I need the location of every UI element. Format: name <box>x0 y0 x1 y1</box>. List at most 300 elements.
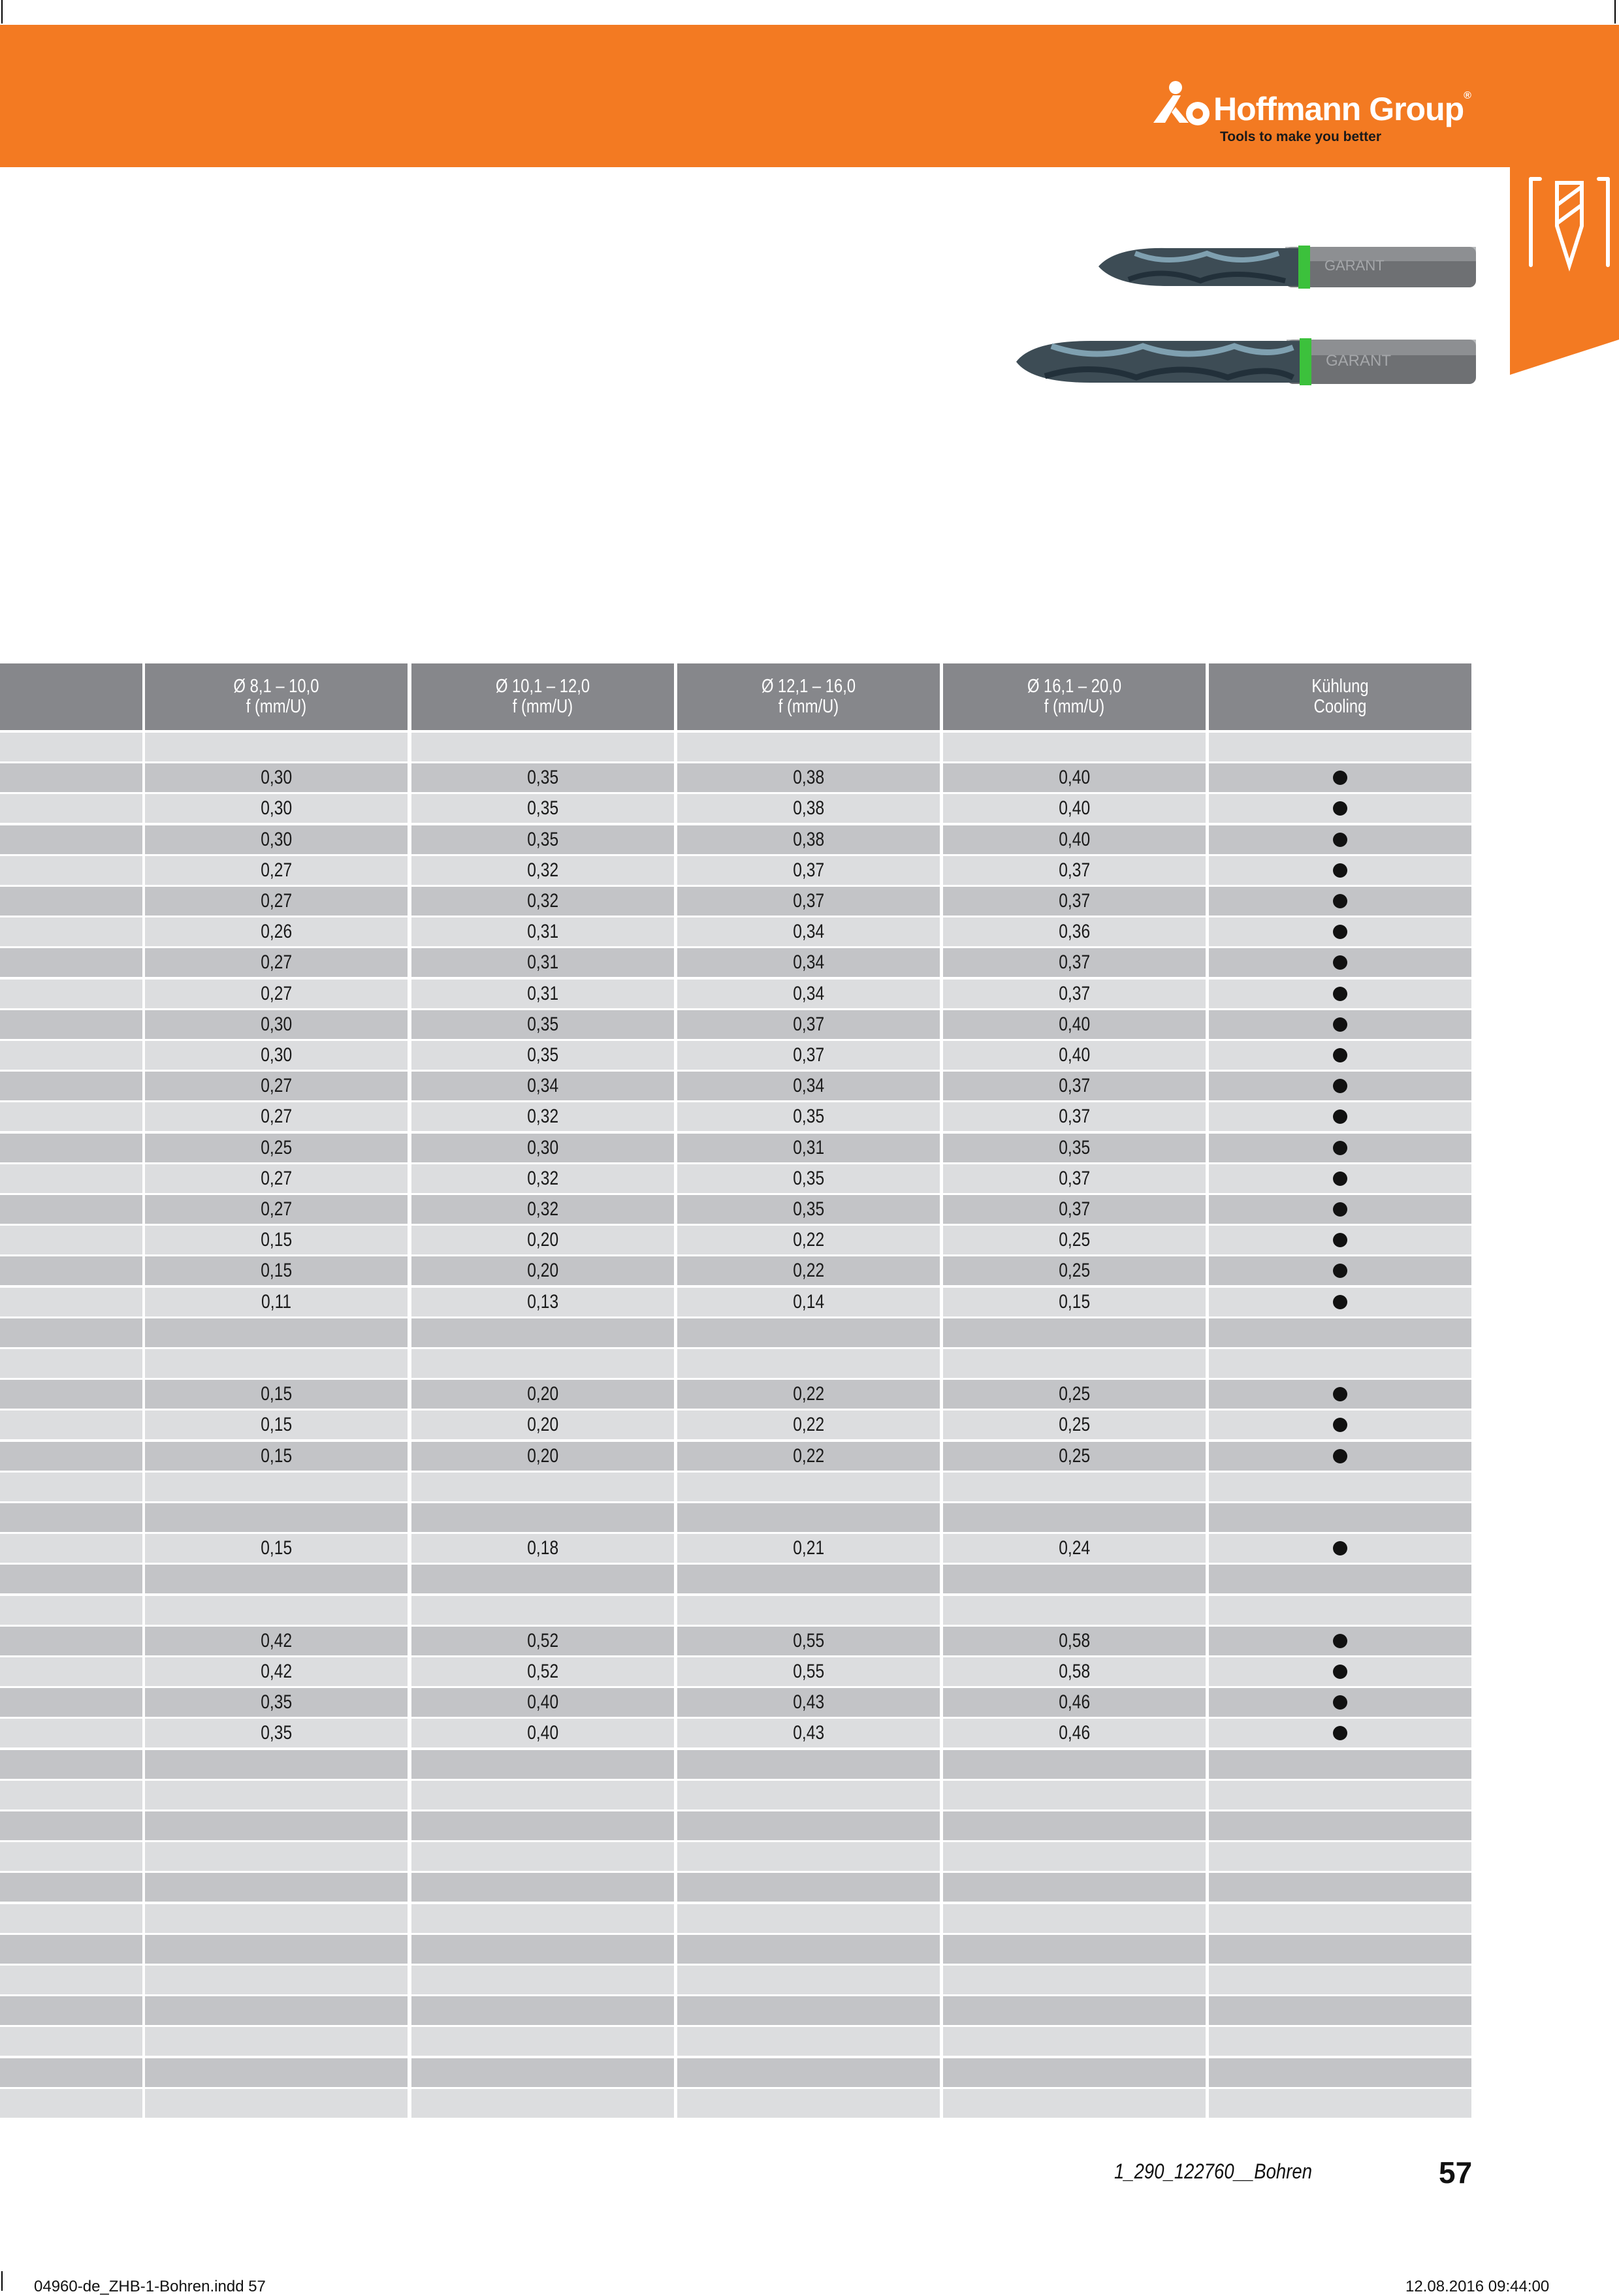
cooling-dot-icon <box>1333 1172 1347 1186</box>
brand-name <box>1213 90 1471 128</box>
table-row <box>0 948 1471 977</box>
table-row <box>0 1534 1471 1563</box>
cooling-cell <box>1209 1657 1471 1686</box>
feed-value: 0,25 <box>1059 1229 1090 1251</box>
feed-value: 0,37 <box>1059 1167 1090 1189</box>
feed-value-cell <box>943 1811 1206 1840</box>
feed-value: 0,55 <box>793 1629 824 1651</box>
feed-value-cell <box>943 2089 1206 2118</box>
table-row <box>0 980 1471 1008</box>
feed-value-cell <box>145 1966 408 1994</box>
feed-value-cell <box>411 1102 674 1131</box>
feed-value-cell <box>677 1565 940 1593</box>
feed-value: 0,20 <box>527 1229 558 1251</box>
feed-value: 0,58 <box>1059 1629 1090 1651</box>
feed-value-cell <box>411 1935 674 1964</box>
table-row <box>0 1688 1471 1717</box>
feed-value-cell <box>943 1935 1206 1964</box>
cooling-cell <box>1209 1996 1471 2025</box>
column-header-line2: Cooling <box>1313 696 1367 717</box>
feed-value: 0,20 <box>527 1260 558 1282</box>
feed-value: 0,34 <box>793 921 824 943</box>
cooling-dot-icon <box>1333 955 1347 970</box>
cooling-cell <box>1209 1627 1471 1655</box>
table-row <box>0 1226 1471 1254</box>
feed-value: 0,35 <box>527 797 558 820</box>
feed-value-cell <box>145 1349 408 1378</box>
feed-value: 0,37 <box>793 859 824 881</box>
row-label-cell <box>0 1318 142 1347</box>
feed-value-cell <box>677 2027 940 2056</box>
feed-value-cell <box>145 980 408 1008</box>
feed-value: 0,37 <box>1059 982 1090 1004</box>
column-header-line1: Kühlung <box>1311 676 1369 697</box>
feed-value-cell <box>145 1811 408 1840</box>
column-header-line2: f (mm/U) <box>778 696 839 717</box>
feed-value-cell <box>943 887 1206 916</box>
feed-value-cell <box>677 887 940 916</box>
feed-value-cell <box>943 1226 1206 1254</box>
feed-value: 0,35 <box>261 1691 292 1714</box>
feed-value-cell <box>411 1503 674 1532</box>
feed-value: 0,42 <box>261 1629 292 1651</box>
cooling-cell <box>1209 948 1471 977</box>
feed-value-cell <box>677 1256 940 1285</box>
cooling-cell <box>1209 1811 1471 1840</box>
feed-value-cell <box>677 980 940 1008</box>
row-label-cell <box>0 2058 142 2087</box>
feed-value: 0,14 <box>793 1290 824 1313</box>
table-row <box>0 1873 1471 1902</box>
feed-value-cell <box>145 1411 408 1439</box>
cooling-dot-icon <box>1333 771 1347 785</box>
feed-value: 0,24 <box>1059 1537 1090 1559</box>
cooling-cell <box>1209 1411 1471 1439</box>
feed-value-cell <box>145 1318 408 1347</box>
table-row <box>0 2089 1471 2118</box>
cooling-cell <box>1209 1904 1471 1933</box>
cooling-cell <box>1209 1195 1471 1224</box>
row-label-cell <box>0 1719 142 1747</box>
feed-value: 0,27 <box>261 1167 292 1189</box>
feed-value: 0,34 <box>793 1075 824 1097</box>
header-blank <box>0 663 142 730</box>
feed-value: 0,15 <box>261 1537 292 1559</box>
row-label-cell <box>0 1102 142 1131</box>
feed-value-cell <box>145 1750 408 1779</box>
feed-value: 0,22 <box>793 1383 824 1405</box>
feed-value: 0,30 <box>261 1013 292 1035</box>
feed-value: 0,52 <box>527 1661 558 1682</box>
cooling-dot-icon <box>1333 894 1347 908</box>
table-row <box>0 1719 1471 1747</box>
feed-value-cell <box>145 1134 408 1162</box>
feed-value: 0,37 <box>1059 1198 1090 1220</box>
table-row <box>0 1041 1471 1070</box>
row-label-cell <box>0 1935 142 1964</box>
row-label-cell <box>0 1041 142 1070</box>
table-row <box>0 1164 1471 1193</box>
cooling-cell <box>1209 1134 1471 1162</box>
feed-value-cell <box>411 1688 674 1717</box>
feed-value-cell <box>145 1164 408 1193</box>
row-label-cell <box>0 1534 142 1563</box>
cooling-cell <box>1209 825 1471 854</box>
feed-value: 0,26 <box>261 921 292 943</box>
feed-value-cell <box>943 1349 1206 1378</box>
row-label-cell <box>0 1164 142 1193</box>
feed-value-cell <box>411 1195 674 1224</box>
feed-value-cell <box>677 1195 940 1224</box>
registered-mark: ® <box>1464 90 1471 101</box>
row-label-cell <box>0 763 142 792</box>
table-row <box>0 1072 1471 1100</box>
cooling-dot-icon <box>1333 1449 1347 1463</box>
row-label-cell <box>0 1842 142 1871</box>
cooling-dot-icon <box>1333 1079 1347 1093</box>
feed-value-cell <box>943 980 1206 1008</box>
feed-value-cell <box>677 1842 940 1871</box>
feed-value: 0,15 <box>1059 1290 1090 1313</box>
drill-image-small <box>1089 240 1476 294</box>
cooling-dot-icon <box>1333 1541 1347 1555</box>
cooling-dot-icon <box>1333 1695 1347 1710</box>
feed-value-cell <box>677 733 940 761</box>
feed-value: 0,40 <box>527 1722 558 1744</box>
feed-value-cell <box>145 733 408 761</box>
feed-value: 0,36 <box>1059 921 1090 943</box>
row-label-cell <box>0 2089 142 2118</box>
row-label-cell <box>0 948 142 977</box>
feed-value-cell <box>677 1010 940 1039</box>
feed-value-cell <box>677 1966 940 1994</box>
feed-value-cell <box>145 2089 408 2118</box>
feed-value: 0,27 <box>261 951 292 974</box>
feed-value: 0,46 <box>1059 1722 1090 1744</box>
feed-value: 0,30 <box>261 797 292 820</box>
table-row <box>0 1842 1471 1871</box>
row-label-cell <box>0 1411 142 1439</box>
feed-value: 0,43 <box>793 1722 824 1744</box>
feed-value: 0,42 <box>261 1661 292 1682</box>
table-row <box>0 825 1471 854</box>
feed-value-cell <box>145 763 408 792</box>
feed-value-cell <box>411 794 674 823</box>
cooling-cell <box>1209 1534 1471 1563</box>
table-row <box>0 1411 1471 1439</box>
feed-value-cell <box>677 948 940 977</box>
cooling-cell <box>1209 1164 1471 1193</box>
feed-value-cell <box>943 1380 1206 1409</box>
feed-value-cell <box>677 1596 940 1625</box>
cooling-cell <box>1209 1041 1471 1070</box>
table-row <box>0 1503 1471 1532</box>
feed-value: 0,37 <box>793 1013 824 1035</box>
feed-value-cell <box>145 948 408 977</box>
row-label-cell <box>0 1195 142 1224</box>
feed-value-cell <box>677 917 940 946</box>
feed-value-cell <box>411 948 674 977</box>
cooling-cell <box>1209 1503 1471 1532</box>
row-label-cell <box>0 1873 142 1902</box>
table-row <box>0 1627 1471 1655</box>
cooling-cell <box>1209 1842 1471 1871</box>
cooling-cell <box>1209 1102 1471 1131</box>
row-label-cell <box>0 794 142 823</box>
feed-value-cell <box>677 1719 940 1747</box>
feed-value: 0,32 <box>527 1106 558 1128</box>
feed-value: 0,31 <box>527 951 558 974</box>
feed-value-cell <box>677 1935 940 1964</box>
feed-value-cell <box>411 1534 674 1563</box>
feed-value-cell <box>145 1534 408 1563</box>
feed-value-cell <box>411 2058 674 2087</box>
feed-value-cell <box>411 1627 674 1655</box>
cooling-dot-icon <box>1333 1109 1347 1124</box>
crop-mark-right <box>1614 0 1616 24</box>
cooling-cell <box>1209 980 1471 1008</box>
table-row <box>0 1134 1471 1162</box>
table-row <box>0 1596 1471 1625</box>
table-row <box>0 794 1471 823</box>
row-label-cell <box>0 733 142 761</box>
feed-value-cell <box>145 2058 408 2087</box>
cooling-cell <box>1209 1688 1471 1717</box>
table-row <box>0 1565 1471 1593</box>
row-label-cell <box>0 1750 142 1779</box>
feed-value: 0,37 <box>1059 951 1090 974</box>
feed-value: 0,35 <box>793 1198 824 1220</box>
table-row <box>0 1442 1471 1471</box>
column-header <box>1209 663 1471 730</box>
cooling-dot-icon <box>1333 863 1347 878</box>
feed-value: 0,52 <box>527 1629 558 1651</box>
feed-value-cell <box>411 1072 674 1100</box>
feed-value-cell <box>943 1534 1206 1563</box>
feed-value-cell <box>411 1380 674 1409</box>
feed-value-cell <box>943 1256 1206 1285</box>
feed-value-cell <box>677 1627 940 1655</box>
feed-value-cell <box>677 1996 940 2025</box>
cooling-dot-icon <box>1333 1202 1347 1217</box>
feed-value-cell <box>145 1288 408 1316</box>
feed-value-cell <box>943 1164 1206 1193</box>
feed-value-cell <box>943 1966 1206 1994</box>
feed-value: 0,58 <box>1059 1661 1090 1682</box>
feed-value-cell <box>145 1996 408 2025</box>
feed-value: 0,43 <box>793 1691 824 1714</box>
row-label-cell <box>0 1473 142 1501</box>
feed-value-cell <box>943 1657 1206 1686</box>
feed-value: 0,35 <box>793 1167 824 1189</box>
feed-value: 0,37 <box>1059 1106 1090 1128</box>
feed-value: 0,20 <box>527 1383 558 1405</box>
table-row <box>0 917 1471 946</box>
cooling-cell <box>1209 1781 1471 1810</box>
feed-value-cell <box>145 825 408 854</box>
table-row <box>0 2027 1471 2056</box>
feed-value: 0,15 <box>261 1414 292 1436</box>
feed-value: 0,32 <box>527 1198 558 1220</box>
feed-value-cell <box>411 1719 674 1747</box>
table-row <box>0 1811 1471 1840</box>
feed-value-cell <box>411 1842 674 1871</box>
feed-value: 0,25 <box>1059 1414 1090 1436</box>
feed-value: 0,34 <box>527 1075 558 1097</box>
cooling-cell <box>1209 1719 1471 1747</box>
feed-value-cell <box>411 2089 674 2118</box>
cooling-cell <box>1209 1318 1471 1347</box>
feed-value: 0,40 <box>1059 1013 1090 1035</box>
table-row <box>0 856 1471 885</box>
feed-value-cell <box>145 1503 408 1532</box>
column-header-line1: Ø 16,1 – 20,0 <box>1027 676 1122 697</box>
feed-value-cell <box>145 2027 408 2056</box>
cooling-cell <box>1209 1010 1471 1039</box>
row-label-cell <box>0 1904 142 1933</box>
feed-value-cell <box>411 733 674 761</box>
table-row <box>0 763 1471 792</box>
feed-value-cell <box>677 1873 940 1902</box>
hoffmann-logo-icon <box>1149 78 1215 131</box>
cooling-cell <box>1209 1935 1471 1964</box>
row-label-cell <box>0 1811 142 1840</box>
cooling-cell <box>1209 1380 1471 1409</box>
feed-value-cell <box>411 980 674 1008</box>
row-label-cell <box>0 1657 142 1686</box>
feed-value-cell <box>943 856 1206 885</box>
row-label-cell <box>0 1226 142 1254</box>
crop-mark-bottom <box>1 2271 3 2291</box>
table-row <box>0 733 1471 761</box>
brand-logo <box>1149 78 1476 150</box>
feed-value-cell <box>943 2027 1206 2056</box>
feed-value-cell <box>145 917 408 946</box>
feed-value: 0,32 <box>527 859 558 881</box>
feed-value: 0,32 <box>527 890 558 912</box>
feed-value-cell <box>145 1473 408 1501</box>
row-label-cell <box>0 1134 142 1162</box>
feed-value: 0,35 <box>527 1013 558 1035</box>
feed-value-cell <box>145 1442 408 1471</box>
feed-value-cell <box>943 2058 1206 2087</box>
feed-value-cell <box>677 1164 940 1193</box>
feed-value-cell <box>411 1164 674 1193</box>
row-label-cell <box>0 1503 142 1532</box>
feed-value-cell <box>145 1719 408 1747</box>
feed-value-cell <box>145 1256 408 1285</box>
row-label-cell <box>0 1380 142 1409</box>
feed-value: 0,25 <box>261 1136 292 1158</box>
feed-value-cell <box>145 1935 408 1964</box>
feed-value: 0,22 <box>793 1444 824 1467</box>
cooling-cell <box>1209 917 1471 946</box>
feed-value-cell <box>677 2089 940 2118</box>
column-header-line2: f (mm/U) <box>246 696 307 717</box>
drill-image-large <box>1012 332 1476 392</box>
cooling-cell <box>1209 1750 1471 1779</box>
feed-value-cell <box>677 2058 940 2087</box>
feed-value: 0,40 <box>1059 797 1090 820</box>
feed-value-cell <box>145 1873 408 1902</box>
feed-value-cell <box>943 1072 1206 1100</box>
feed-value-cell <box>411 1565 674 1593</box>
feed-value-cell <box>411 763 674 792</box>
cooling-dot-icon <box>1333 1141 1347 1155</box>
feed-value-cell <box>943 1904 1206 1933</box>
feed-value-cell <box>943 1688 1206 1717</box>
cooling-cell <box>1209 1349 1471 1378</box>
feed-value-cell <box>411 856 674 885</box>
feed-value-cell <box>943 1781 1206 1810</box>
feed-value: 0,40 <box>1059 767 1090 789</box>
row-label-cell <box>0 1627 142 1655</box>
feed-value-cell <box>677 1226 940 1254</box>
row-label-cell <box>0 1256 142 1285</box>
feed-value-cell <box>943 1411 1206 1439</box>
feed-value-cell <box>411 1041 674 1070</box>
feed-value-cell <box>145 1041 408 1070</box>
table-row <box>0 887 1471 916</box>
column-header-line1: Ø 8,1 – 10,0 <box>233 676 319 697</box>
feed-value: 0,15 <box>261 1260 292 1282</box>
feed-value-cell <box>411 1318 674 1347</box>
cooling-cell <box>1209 1873 1471 1902</box>
feed-value: 0,30 <box>261 767 292 789</box>
column-header <box>677 663 940 730</box>
feed-value-cell <box>411 1226 674 1254</box>
feed-value-cell <box>677 1904 940 1933</box>
crop-mark-left <box>1 0 3 24</box>
feed-value: 0,22 <box>793 1414 824 1436</box>
feed-value-cell <box>677 1072 940 1100</box>
cooling-cell <box>1209 2058 1471 2087</box>
feed-value-cell <box>943 1996 1206 2025</box>
feed-value: 0,27 <box>261 1106 292 1128</box>
cooling-dot-icon <box>1333 833 1347 847</box>
feed-value-cell <box>145 1596 408 1625</box>
row-label-cell <box>0 980 142 1008</box>
feed-value-cell <box>411 1473 674 1501</box>
feed-value-cell <box>411 1781 674 1810</box>
feed-value-cell <box>677 1411 940 1439</box>
row-label-cell <box>0 825 142 854</box>
feed-value: 0,25 <box>1059 1383 1090 1405</box>
cooling-dot-icon <box>1333 1387 1347 1401</box>
feed-value-cell <box>411 1288 674 1316</box>
feed-value-cell <box>943 1442 1206 1471</box>
row-label-cell <box>0 1010 142 1039</box>
feed-value-cell <box>943 1010 1206 1039</box>
chapter-tab <box>1510 167 1619 375</box>
feed-value-cell <box>677 1657 940 1686</box>
cooling-dot-icon <box>1333 1295 1347 1309</box>
feed-value: 0,22 <box>793 1260 824 1282</box>
feed-value: 0,37 <box>793 890 824 912</box>
feed-value-cell <box>411 1596 674 1625</box>
table-row <box>0 1750 1471 1779</box>
table-row <box>0 1904 1471 1933</box>
feed-value-cell <box>943 1473 1206 1501</box>
table-row <box>0 1781 1471 1810</box>
feed-value: 0,38 <box>793 797 824 820</box>
row-label-cell <box>0 1565 142 1593</box>
feed-value-cell <box>411 1904 674 1933</box>
feed-value-cell <box>411 1134 674 1162</box>
row-label-cell <box>0 1442 142 1471</box>
cooling-cell <box>1209 1226 1471 1254</box>
cooling-dot-icon <box>1333 1017 1347 1032</box>
